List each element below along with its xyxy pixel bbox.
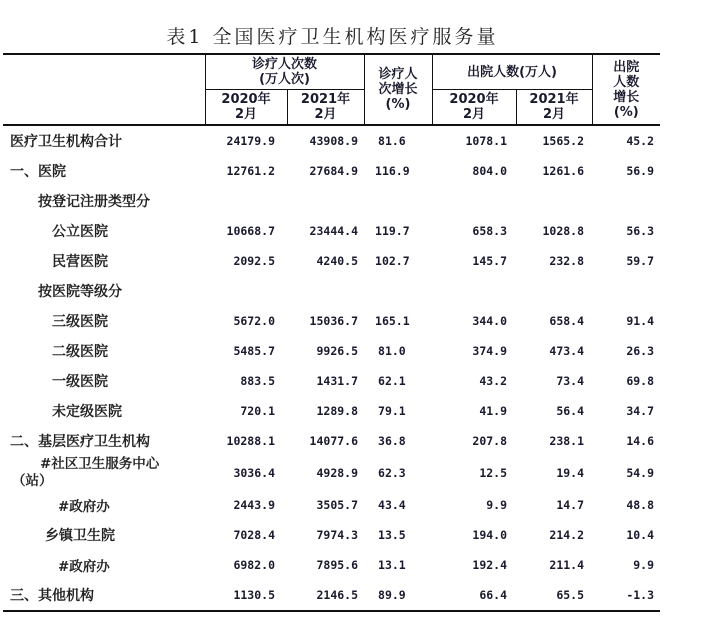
cell-discharge-growth: 14.6 [626,434,655,448]
table-row-section-by-registration [3,186,660,216]
cell-discharge-2021: 238.1 [549,434,585,448]
header-visits-2021 [287,90,364,126]
row-label: 三级医院 [52,314,108,330]
cell-visits-2021: 4928.9 [316,466,359,480]
row-label: 二级医院 [52,344,108,360]
cell-discharge-2020: 66.4 [432,580,516,611]
cell-empty [205,186,287,216]
cell-discharge-growth: 69.8 [626,374,655,388]
cell-discharge-growth: -1.3 [592,580,660,611]
cell-visits-2020: 720.1 [240,404,275,418]
cell-visits-2020: 3036.4 [233,466,275,480]
cell-discharge-growth: 34.7 [626,404,655,418]
cell-empty [432,276,516,306]
cell-discharge-2021: 214.2 [549,528,585,542]
cell-visits-2020: 5485.7 [233,344,275,358]
header-visits-2020 [205,90,287,126]
cell-discharge-2021: 211.4 [549,558,585,572]
cell-discharge-2021: 658.4 [549,314,585,328]
row-label-line1: #社区卫生服务中心 [40,456,160,472]
cell-discharge-2020: 12.5 [479,466,508,480]
cell-visits-growth: 89.9 [364,580,432,611]
cell-empty [592,276,660,306]
table-row-secondary-hospitals [3,336,660,366]
cell-empty [364,186,432,216]
cell-discharge-2021: 73.4 [556,374,585,388]
cell-discharge-2021: 65.5 [516,580,592,611]
cell-discharge-2020: 1078.1 [465,134,508,148]
cell-visits-growth: 43.4 [378,498,406,512]
header-discharge-growth-line4: (%) [613,104,639,120]
cell-visits-2020: 5672.0 [233,314,275,328]
header-visits-group-line1: 诊疗人次数 [252,57,318,72]
cell-discharge-2021: 56.4 [556,404,585,418]
header-year-label: 2020年 [221,92,271,107]
cell-discharge-2020: 41.9 [479,404,508,418]
cell-visits-growth: 81.6 [378,134,406,148]
row-section-label: 按登记注册类型分 [38,194,150,210]
cell-discharge-2020: 658.3 [472,224,508,238]
row-label: 未定级医院 [52,404,122,420]
header-visits-growth-line1: 诊疗人 [378,67,418,82]
cell-visits-growth: 13.5 [378,528,406,542]
cell-visits-growth: 119.7 [375,224,410,238]
table-row-total [3,125,660,156]
cell-visits-2021: 23444.4 [309,224,359,238]
cell-discharge-growth: 10.4 [626,528,655,542]
header-year-label: 2020年 [449,92,499,107]
cell-visits-2021: 7895.6 [316,558,359,572]
cell-visits-growth: 79.1 [378,404,406,418]
cell-visits-2021: 4240.5 [316,254,359,268]
cell-visits-2021: 27684.9 [309,164,359,178]
cell-discharge-2020: 374.9 [472,344,508,358]
table-row-community-government-run [3,490,660,520]
cell-visits-2020: 2443.9 [233,498,275,512]
cell-empty [287,276,364,306]
cell-discharge-2020: 192.4 [472,558,508,572]
cell-visits-growth: 36.8 [378,434,406,448]
table-row-community-health-centers [3,456,660,490]
cell-empty [364,276,432,306]
cell-visits-2021: 14077.6 [309,434,359,448]
cell-discharge-growth: 48.8 [626,498,655,512]
header-visits-group [205,54,364,90]
header-visits-growth-line3: (%) [385,97,411,112]
cell-empty [205,276,287,306]
cell-discharge-growth: 56.3 [626,224,655,238]
table-row-public-hospitals [3,216,660,246]
cell-discharge-growth: 9.9 [633,558,655,572]
cell-empty [287,186,364,216]
cell-visits-2021: 1289.8 [316,404,359,418]
header-discharge-group-label: 出院人数(万人) [467,64,557,80]
table-row-section-by-grade [3,276,660,306]
header-blank-cell [3,54,205,125]
medical-service-volume-table [3,53,660,612]
cell-visits-2020: 2092.5 [233,254,275,268]
table-row-primary-care-institutions [3,426,660,456]
cell-empty [432,186,516,216]
cell-discharge-2021: 1565.2 [542,134,585,148]
cell-discharge-growth: 91.4 [626,314,655,328]
cell-discharge-2021: 14.7 [556,498,585,512]
cell-discharge-2021: 1261.6 [542,164,585,178]
table-row-private-hospitals [3,246,660,276]
row-label: 乡镇卫生院 [45,528,115,544]
cell-visits-growth: 165.1 [375,314,410,328]
header-discharge-growth [592,54,660,125]
cell-visits-2021: 1431.7 [316,374,359,388]
table-row-township-health-centers [3,520,660,550]
cell-discharge-2020: 207.8 [472,434,508,448]
cell-visits-2021: 15036.7 [309,314,359,328]
cell-discharge-2020: 194.0 [472,528,508,542]
cell-visits-growth: 62.3 [378,466,406,480]
cell-visits-2020: 12761.2 [226,164,275,178]
cell-visits-2020: 7028.4 [233,528,275,542]
header-discharge-group [432,54,592,90]
cell-visits-growth: 81.0 [378,344,406,358]
cell-discharge-2021: 473.4 [549,344,585,358]
row-label: 三、其他机构 [3,580,205,611]
cell-visits-2020: 1130.5 [205,580,287,611]
table-title: 表1 全国医疗卫生机构医疗服务量 [166,26,499,48]
header-discharge-2020 [432,90,516,126]
row-section-label: 按医院等级分 [38,284,122,300]
cell-empty [592,186,660,216]
cell-visits-growth: 116.9 [375,164,410,178]
table-row-other-institutions [3,580,660,611]
header-visits-group-line2: (万人次) [259,72,310,87]
cell-visits-2020: 24179.9 [226,134,275,148]
header-month-label: 2月 [462,107,486,122]
cell-visits-growth: 102.7 [375,254,410,268]
cell-visits-2021: 43908.9 [309,134,359,148]
row-label: 民营医院 [52,254,108,270]
header-year-label: 2021年 [300,92,351,107]
cell-empty [516,186,592,216]
header-discharge-2021 [516,90,592,126]
cell-discharge-2021: 1028.8 [542,224,585,238]
header-visits-growth [364,54,432,125]
cell-visits-2021: 3505.7 [316,498,359,512]
header-visits-growth-line2: 次增长 [378,82,418,97]
table-row-hospitals [3,156,660,186]
cell-visits-2021: 7974.3 [316,528,359,542]
table-row-township-government-run [3,550,660,580]
cell-visits-growth: 13.1 [378,558,406,572]
cell-visits-2021: 9926.5 [316,344,359,358]
cell-discharge-growth: 56.9 [626,164,655,178]
table-row-primary-hospitals [3,366,660,396]
cell-discharge-2020: 9.9 [486,498,508,512]
cell-discharge-2020: 804.0 [472,164,508,178]
cell-discharge-growth: 26.3 [626,344,655,358]
cell-discharge-growth: 59.7 [626,254,655,268]
table-row-tertiary-hospitals [3,306,660,336]
cell-visits-2020: 883.5 [240,374,275,388]
row-label: 一级医院 [52,374,108,390]
header-discharge-growth-line1: 出院 [613,59,640,75]
cell-visits-2021: 2146.5 [287,580,364,611]
cell-discharge-growth: 45.2 [626,134,655,148]
cell-discharge-2020: 145.7 [472,254,508,268]
row-label: 二、基层医疗卫生机构 [10,434,150,450]
header-discharge-growth-line3: 增长 [613,89,640,105]
cell-visits-2020: 10288.1 [226,434,275,448]
header-month-label: 2月 [543,107,566,122]
header-month-label: 2月 [314,107,337,122]
cell-visits-growth: 62.1 [378,374,406,388]
header-year-label: 2021年 [529,92,579,107]
row-label: 公立医院 [52,224,108,240]
row-label [3,456,205,490]
cell-visits-2020: 10668.7 [226,224,275,238]
cell-discharge-2020: 344.0 [472,314,508,328]
row-label: #政府办 [58,559,110,575]
cell-discharge-2020: 43.2 [479,374,508,388]
row-label: 医疗卫生机构合计 [10,134,122,150]
cell-discharge-growth: 54.9 [626,466,655,480]
cell-empty [516,276,592,306]
cell-visits-2020: 6982.0 [233,558,275,572]
header-month-label: 2月 [234,107,258,122]
row-label-line2: （站） [12,473,53,489]
header-discharge-growth-line2: 人数 [613,74,640,90]
row-label: 一、医院 [10,164,66,180]
cell-discharge-2021: 232.8 [549,254,585,268]
cell-discharge-2021: 19.4 [556,466,585,480]
row-label: #政府办 [58,499,110,515]
table-row-ungraded-hospitals [3,396,660,426]
